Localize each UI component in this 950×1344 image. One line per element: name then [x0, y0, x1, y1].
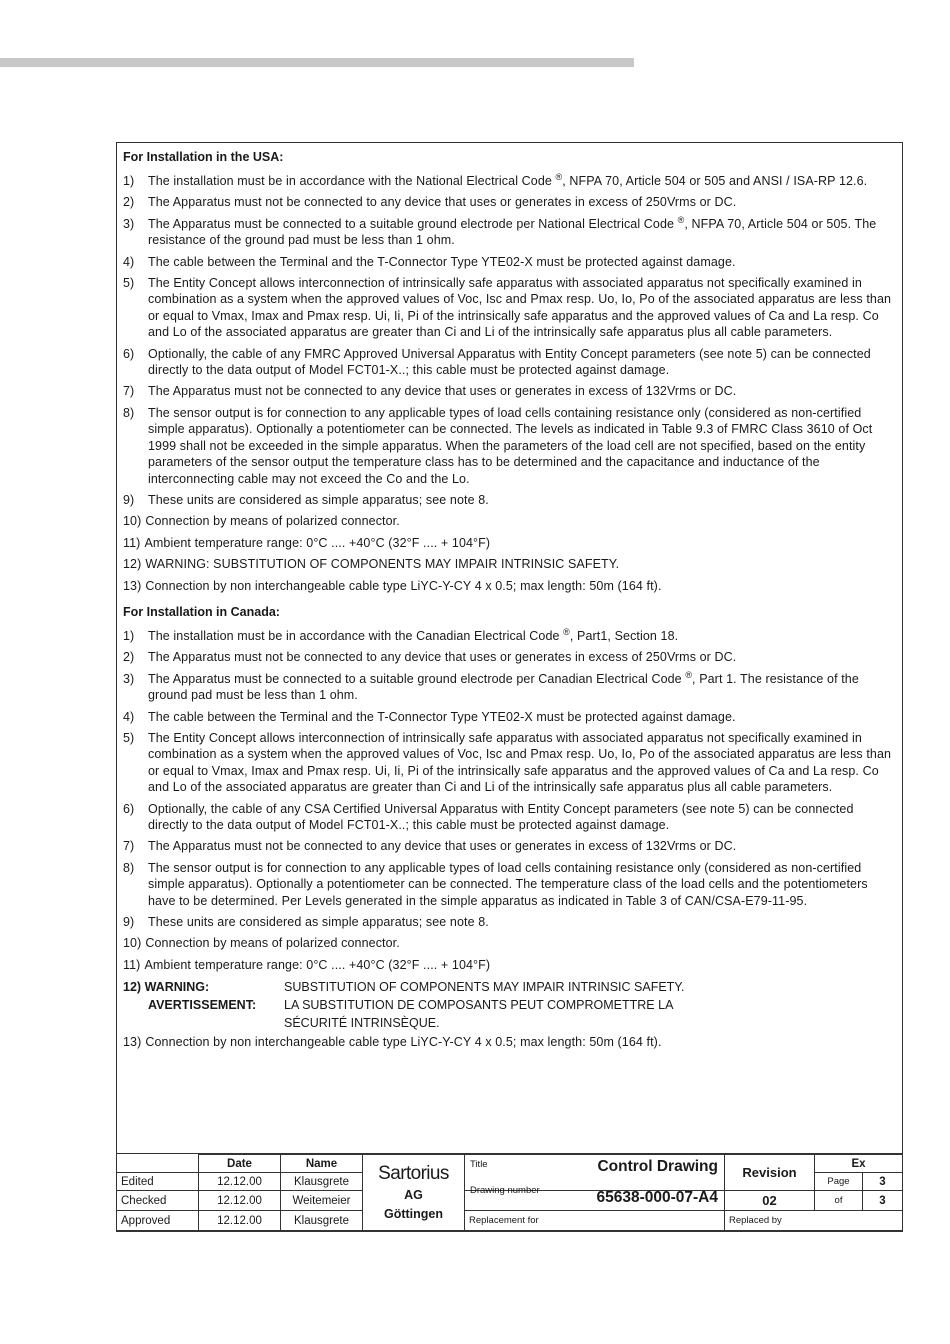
usa-note-4: [123, 254, 896, 270]
note-number: 13): [123, 1035, 142, 1050]
canada-note-8: [123, 860, 896, 909]
note-number: 1): [123, 628, 135, 643]
note-text-part: WARNING: SUBSTITUTION OF COMPONENTS MAY IMPAIR INTRINSIC SAFETY.: [145, 557, 620, 572]
note-text-part: The installation must be in accordance with the National Electrical Code: [148, 174, 552, 188]
note-text-part: The cable between the Terminal and the T-Connector Type YTE02-X must be protected against damage.: [148, 254, 736, 269]
usa-note-5: [123, 275, 896, 341]
note-text-part: , NFPA 70, Article 504 or 505. The resistance of the ground pad must be less than 1 ohm.: [148, 216, 877, 248]
edited-name: Klausgrete: [281, 1173, 363, 1191]
date-header: Date: [199, 1155, 281, 1173]
note-text-part: These units are considered as simple apparatus; see note 8.: [148, 915, 489, 930]
ex-marking: Ex: [815, 1155, 903, 1173]
canada-note-5: [123, 730, 896, 796]
company-city: Göttingen: [383, 1206, 443, 1221]
note-number: 9): [123, 492, 135, 507]
note-text: [148, 405, 896, 487]
note-text-part: The Apparatus must not be connected to any device that uses or generates in excess of 250Vrms or DC.: [148, 650, 737, 665]
note-text: [148, 914, 896, 930]
drawing-number: 65638-000-07-A4: [596, 1189, 718, 1206]
note-number: 5): [123, 276, 135, 291]
note-text-part: These units are considered as simple apparatus; see note 8.: [148, 492, 489, 507]
avertissement-label: AVERTISSEMENT:: [148, 998, 257, 1013]
note-number: 3): [123, 671, 135, 686]
note-number: 7): [123, 839, 135, 854]
note-text: [148, 801, 896, 834]
note-text: [148, 254, 896, 270]
registered-mark: ®: [685, 669, 693, 680]
usa-note-11: [123, 535, 896, 551]
note-text-part: The Apparatus must not be connected to any device that uses or generates in excess of 250Vrms or DC.: [148, 195, 737, 210]
note-number: 9): [123, 915, 135, 930]
note-number: 8): [123, 405, 135, 420]
note-number: 11): [123, 957, 141, 972]
note-text-part: , Part1, Section 18.: [569, 628, 679, 643]
canada-warning-note: [123, 978, 896, 1032]
warning-text: SUBSTITUTION OF COMPONENTS MAY IMPAIR INTRINSIC SAFETY.: [284, 980, 685, 995]
note-text: [148, 838, 896, 854]
note-text: [148, 649, 896, 665]
note-text: [148, 628, 896, 644]
page-header-bar: [0, 58, 634, 67]
registered-mark: ®: [563, 626, 570, 637]
note-text: [148, 383, 896, 399]
note-text-part: Ambient temperature range: 0°C .... +40°C (32°F .... + 104°F): [144, 957, 491, 972]
note-text: [148, 275, 896, 341]
canada-section-title: For Installation in Canada:: [123, 604, 280, 619]
avertissement-text-2: SÉCURITÉ INTRINSÈQUE.: [284, 1016, 440, 1031]
company-logo: [363, 1155, 465, 1231]
note-text: [145, 556, 896, 572]
revision-label: Revision: [725, 1155, 815, 1191]
company-ag: AG: [404, 1187, 423, 1202]
canada-note-10: [123, 935, 896, 951]
note-number: 7): [123, 384, 135, 399]
note-text: [148, 492, 896, 508]
note-text-part: , Part 1. The resistance of the ground pad must be less than 1 ohm.: [148, 671, 859, 703]
edited-date: 12.12.00: [199, 1173, 281, 1191]
note-text: [148, 671, 896, 704]
page-number: 3: [863, 1173, 903, 1191]
note-text: [145, 513, 896, 529]
note-text: [148, 346, 896, 379]
note-number: 11): [123, 535, 141, 550]
canada-note-9: [123, 914, 896, 930]
note-text-part: , NFPA 70, Article 504 or 505 and ANSI / ISA-RP 12.6.: [562, 174, 868, 188]
total-pages: 3: [863, 1191, 903, 1211]
note-text-part: The sensor output is for connection to any applicable types of load cells containing resistance only (considered as non-certified simple apparatus). Optionally a potentiometer can be connected. The temperature class of the load cells and the potentiometers have to be determined. Per Levels generated in the simple apparatus as indicated in Table 3 of CAN/CSA-E79-11-95.: [148, 860, 868, 908]
note-text: [145, 578, 896, 594]
note-text-part: The Entity Concept allows interconnection of intrinsically safe apparatus with associated apparatus not specifically examined in combination as a system when the approved values of Voc, Isc and Pmax resp. Uo, Io, Po of the associated apparatus are less than or equal to Vmax, Imax and Pmax resp. Ui, Ii, Pi of the intrinsically safe apparatus and the approved values of Ca and La resp. Co and Lo of the associated apparatus are greater than Ci and Li of the intrinsically safe apparatus plus all cable parameters.: [148, 730, 892, 795]
page-label: Page: [815, 1173, 863, 1191]
note-text-part: The Apparatus must not be connected to any device that uses or generates in excess of 132Vrms or DC.: [148, 839, 737, 854]
canada-note-7: [123, 838, 896, 854]
note-text: [148, 194, 896, 210]
canada-note-3: [123, 671, 896, 704]
note-number: 2): [123, 195, 135, 210]
usa-note-7: [123, 383, 896, 399]
document-content: [123, 149, 896, 1056]
note-text: [148, 216, 896, 249]
canada-note-11: [123, 957, 896, 973]
row-label: Checked: [117, 1191, 199, 1211]
usa-section-title: For Installation in the USA:: [123, 150, 284, 164]
note-text-part: The sensor output is for connection to any applicable types of load cells containing resistance only (considered as non-certified simple apparatus). Optionally a potentiometer can be connected. The levels as indicated in Table 9.3 of FMRC Class 3610 of Oct 1999 shall not be exceeded in the simple apparatus. When the parameters of the load cell are not specified, based on the entity parameters of the sensor output the temperature class has to be determined and the capacitance and inductance of the interconnecting cable may not exceed the Co and the Lo.: [148, 405, 873, 486]
title-label: Title: [470, 1159, 488, 1170]
canada-note-4: [123, 709, 896, 725]
name-header: Name: [281, 1155, 363, 1173]
note-number: 10): [123, 514, 142, 529]
note-text-part: Optionally, the cable of any FMRC Approved Universal Apparatus with Entity Concept parameters (see note 5) can be connected directly to the data output of Model FCT01-X..; this cable must be protected against damage.: [148, 346, 871, 378]
note-number: 5): [123, 730, 135, 745]
note-number: 1): [123, 174, 135, 188]
note-number: 13): [123, 578, 142, 593]
note-text: [144, 535, 896, 551]
note-text-part: The Apparatus must not be connected to any device that uses or generates in excess of 132Vrms or DC.: [148, 384, 737, 399]
note-number: 6): [123, 801, 135, 816]
registered-mark: ®: [677, 214, 685, 225]
warning-label: WARNING:: [144, 980, 210, 995]
avertissement-text-1: LA SUBSTITUTION DE COMPOSANTS PEUT COMPROMETTRE LA: [284, 998, 674, 1013]
of-label: of: [815, 1191, 863, 1211]
note-text: [144, 957, 896, 973]
note-text-part: The installation must be in accordance with the Canadian Electrical Code: [148, 628, 560, 643]
note-number: 2): [123, 650, 135, 665]
replaced-by-label: Replaced by: [725, 1211, 903, 1231]
note-text: [145, 935, 896, 951]
note-text-part: The cable between the Terminal and the T-Connector Type YTE02-X must be protected against damage.: [148, 709, 736, 724]
canada-note-2: [123, 649, 896, 665]
note-number: 8): [123, 860, 135, 875]
revision-number: 02: [725, 1191, 815, 1211]
registered-mark: ®: [555, 172, 563, 182]
usa-note-12: [123, 556, 896, 572]
row-label: Edited: [117, 1173, 199, 1191]
note-text-part: Connection by means of polarized connector.: [145, 514, 400, 529]
note-number: 3): [123, 216, 135, 231]
drawing-title: Control Drawing: [597, 1158, 718, 1175]
note-text: [148, 860, 896, 909]
usa-note-8: [123, 405, 896, 487]
row-label: Approved: [117, 1211, 199, 1231]
note-number: 12): [123, 557, 142, 572]
checked-name: Weitemeier: [281, 1191, 363, 1211]
warning-number: 12): [123, 980, 142, 995]
canada-note-6: [123, 801, 896, 834]
note-text-part: Optionally, the cable of any CSA Certified Universal Apparatus with Entity Concept parameters (see note 5) can be connected directly to the data output of Model FCT01-X..; this cable must be protected against damage.: [148, 801, 854, 832]
usa-note-1: [123, 173, 896, 189]
note-number: 6): [123, 346, 135, 361]
company-name: Sartorius: [378, 1162, 449, 1184]
note-text: Connection by non interchangeable cable type LiYC-Y-CY 4 x 0.5; max length: 50m (164 ft).: [145, 1035, 662, 1050]
note-text-part: The Apparatus must be connected to a suitable ground electrode per Canadian Electrical Code: [148, 671, 682, 686]
title-block: [116, 1153, 903, 1231]
canada-note-1: [123, 628, 896, 644]
checked-date: 12.12.00: [199, 1191, 281, 1211]
note-text: [148, 730, 896, 796]
usa-note-3: [123, 216, 896, 249]
note-text: [148, 173, 896, 189]
usa-note-13: [123, 578, 896, 594]
note-number: 4): [123, 709, 135, 724]
drawing-number-label: Drawing number: [470, 1185, 540, 1196]
note-text-part: The Entity Concept allows interconnection of intrinsically safe apparatus with associated apparatus not specifically examined in combination as a system when the approved values of Voc, Isc and Pmax resp. Uo, Io, Po of the associated apparatus are less than or equal to Vmax, Imax and Pmax resp. Ui, Ii, Pi of the intrinsically safe apparatus and the approved values of Ca and La resp. Co and Lo of the associated apparatus are greater than Ci and Li of the intrinsically safe apparatus plus all cable parameters.: [148, 276, 892, 340]
note-text-part: The Apparatus must be connected to a suitable ground electrode per National Electrical Code: [148, 216, 675, 231]
canada-notes-list: [123, 628, 896, 973]
note-text: [148, 709, 896, 725]
replacement-for-label: Replacement for: [465, 1211, 725, 1231]
usa-note-2: [123, 194, 896, 210]
note-text-part: Connection by non interchangeable cable type LiYC-Y-CY 4 x 0.5; max length: 50m (164 ft).: [145, 578, 662, 593]
note-text-part: Connection by means of polarized connector.: [145, 936, 400, 951]
document-frame: [116, 142, 903, 1232]
note-text-part: Ambient temperature range: 0°C .... +40°C (32°F .... + 104°F): [144, 535, 491, 550]
canada-note-13: [123, 1034, 896, 1050]
usa-note-9: [123, 492, 896, 508]
note-number: 4): [123, 254, 135, 269]
note-number: 10): [123, 936, 142, 951]
approved-name: Klausgrete: [281, 1211, 363, 1231]
usa-note-10: [123, 513, 896, 529]
usa-note-6: [123, 346, 896, 379]
approved-date: 12.12.00: [199, 1211, 281, 1231]
usa-notes-list: [123, 173, 896, 594]
